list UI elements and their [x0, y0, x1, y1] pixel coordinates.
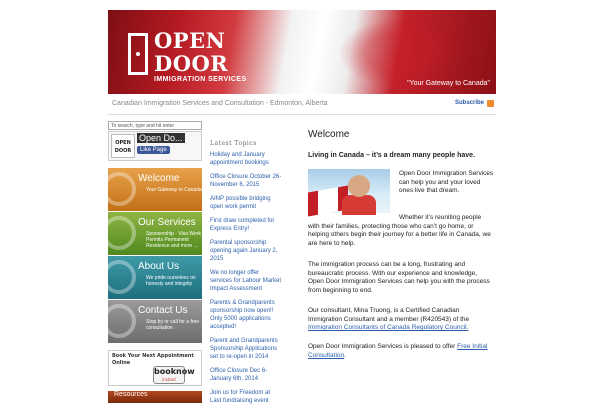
header-banner[interactable] [108, 10, 496, 94]
booknow-label: booknow [154, 367, 195, 376]
search-input[interactable]: To search, type and hit enter [108, 121, 202, 130]
subheader [108, 100, 496, 112]
topic-link[interactable]: Parental sponsorship opening again January 2, 2015 [210, 240, 278, 262]
tile-decoration [102, 304, 136, 338]
topic-link[interactable]: Parent and Grandparents Sponsorship Applications set to re-open in 2014 [210, 338, 278, 360]
booking-text: Book Your Next Appointment Online [112, 353, 194, 366]
free-consultation-link[interactable]: Free Initial Consultation [308, 343, 488, 359]
topic-link[interactable]: Join us for Freedom at Last fundraising event [210, 390, 271, 404]
tile-subtitle: Sponsorship · Visa Work Permits Permanent Residence and more ... [146, 231, 201, 249]
tile-subtitle: Stop by or call for a free consultation [146, 319, 200, 331]
booking-widget [108, 350, 202, 386]
facebook-like-button[interactable]: Like Page [137, 146, 170, 154]
rss-icon[interactable] [487, 100, 494, 107]
logo-text-open: OPEN [154, 28, 226, 53]
logo-text-door: DOOR [154, 51, 229, 76]
paragraph-1: Open Door Immigration Services can help you and your loved ones live that dream. [399, 170, 494, 194]
paragraph-4-text: Our consultant, Mina Truong, is a Certified Canadian Immigration Consultant and a member (R420543) of the [308, 307, 470, 323]
tile-subtitle: We pride ourselves on honesty and integrity [146, 275, 196, 287]
latest-topics-heading: Latest Topics [210, 140, 257, 147]
booknow-button[interactable] [153, 366, 195, 384]
paragraph-2: Whether it’s reuniting people with their families, protecting those who can’t go home, or helping others begin their journey for a better life in Canada, we are here to help. [308, 214, 491, 247]
topic-link[interactable]: Office Closure Dec 6-January 6th, 2014 [210, 368, 268, 382]
nav-tile-contact[interactable] [108, 300, 202, 343]
paragraph-3: The immigration process can be a long, frustrating and bureaucratic process. With our experience and knowledge, Open Door Immigration Services can help you with the process from beginning to end. [308, 261, 490, 294]
maple-leaf-decoration [338, 18, 458, 88]
topic-link[interactable]: Parents & Grandparents sponsorship now open!! Only 5000 applications accepted! [210, 300, 275, 330]
doorknob-icon [136, 52, 140, 56]
page-title: Welcome [308, 129, 350, 140]
site-description: Canadian Immigration Services and Consultation - Edmonton, Alberta [112, 100, 328, 107]
child-with-flag-photo [308, 169, 390, 213]
booknow-sublabel: instant [162, 377, 176, 382]
tile-title: Our Services [138, 217, 196, 228]
logo-text-subtitle: IMMIGRATION SERVICES [154, 76, 247, 83]
nav-tile-services[interactable] [108, 212, 202, 255]
child-face-image [348, 175, 370, 197]
lead-text: Living in Canada – it’s a dream many people have. [308, 152, 476, 159]
paragraph-5 [308, 343, 494, 360]
facebook-widget [108, 131, 202, 161]
topic-link[interactable]: We no longer offer services for Labour Market Impact Assessment [210, 270, 282, 292]
header-divider [108, 114, 496, 115]
nav-tile-welcome[interactable] [108, 168, 202, 211]
paragraph-4 [308, 307, 494, 333]
topic-link[interactable]: First draw completed for Express Entry! [210, 218, 275, 232]
child-shirt-image [342, 195, 376, 215]
tile-title: Welcome [138, 173, 180, 184]
facebook-page-thumbnail[interactable]: OPEN DOOR [111, 134, 135, 158]
paragraph-5-end: . [344, 351, 346, 359]
nav-tile-about[interactable] [108, 256, 202, 299]
tile-subtitle: Your Gateway to Canada [146, 187, 202, 193]
tile-decoration [102, 172, 136, 206]
facebook-page-name[interactable]: Open Do... [139, 133, 183, 143]
subscribe-link[interactable]: Subscribe [454, 100, 484, 106]
regulatory-council-link[interactable]: Immigration Consultants of Canada Regulatory Council. [308, 324, 469, 331]
tile-decoration [102, 216, 136, 250]
paragraph-5-text: Open Door Immigration Services is pleased to offer [308, 343, 456, 350]
banner-tagline: "Your Gateway to Canada" [407, 80, 490, 87]
tile-title: Contact Us [138, 305, 188, 316]
resources-header: Resources [108, 391, 202, 403]
topic-link[interactable]: Office Closure October 26-November 6, 2015 [210, 174, 282, 188]
topic-link[interactable]: AINP possible bridging open work permit [210, 196, 271, 210]
tile-decoration [102, 260, 136, 294]
tile-title: About Us [138, 261, 180, 272]
latest-topics-list [210, 151, 282, 411]
main-content [308, 129, 494, 169]
topic-link[interactable]: Holiday and January appointment bookings [210, 152, 269, 166]
